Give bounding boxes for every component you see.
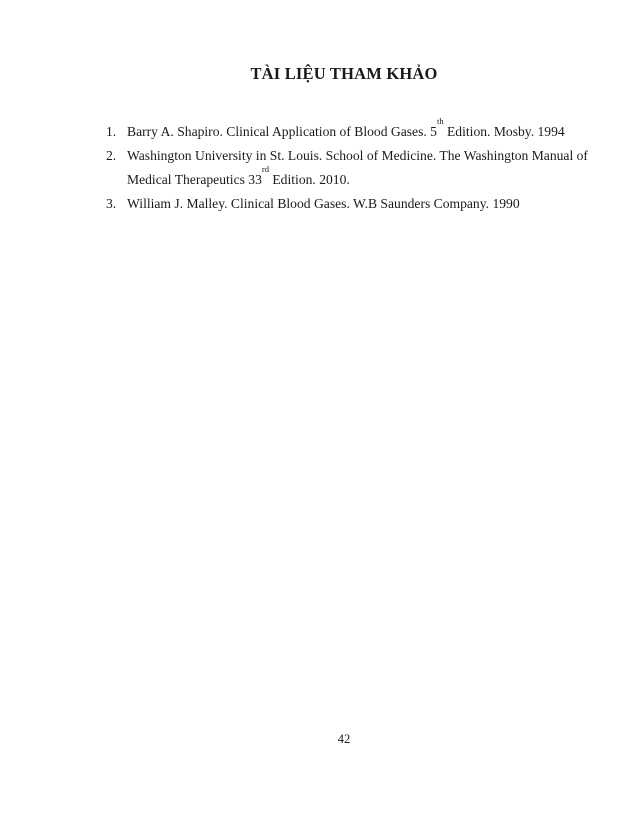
reference-superscript: th (436, 116, 444, 126)
page-number: 42 (337, 732, 351, 746)
reference-item-2 (106, 144, 606, 192)
reference-item-1 (106, 116, 606, 144)
reference-number: 2. (106, 148, 117, 163)
reference-number: 1. (106, 124, 117, 139)
reference-superscript: rd (261, 164, 269, 174)
reference-text: Barry A. Shapiro. Clinical Application of Blood Gases. 5 (127, 124, 437, 139)
reference-text-tail: Edition. Mosby. 1994 (443, 124, 565, 139)
reference-text: Washington University in St. Louis. School of Medicine. The Washington Manual of Medical Therapeutics 33 (127, 148, 588, 187)
reference-list (106, 116, 606, 216)
reference-text-tail: Edition. 2010. (268, 172, 350, 187)
page-title: TÀI LIỆU THAM KHẢO (250, 64, 438, 83)
reference-text: William J. Malley. Clinical Blood Gases. W.B Saunders Company. 1990 (127, 196, 520, 211)
reference-item-3 (106, 192, 606, 216)
reference-number: 3. (106, 196, 117, 211)
